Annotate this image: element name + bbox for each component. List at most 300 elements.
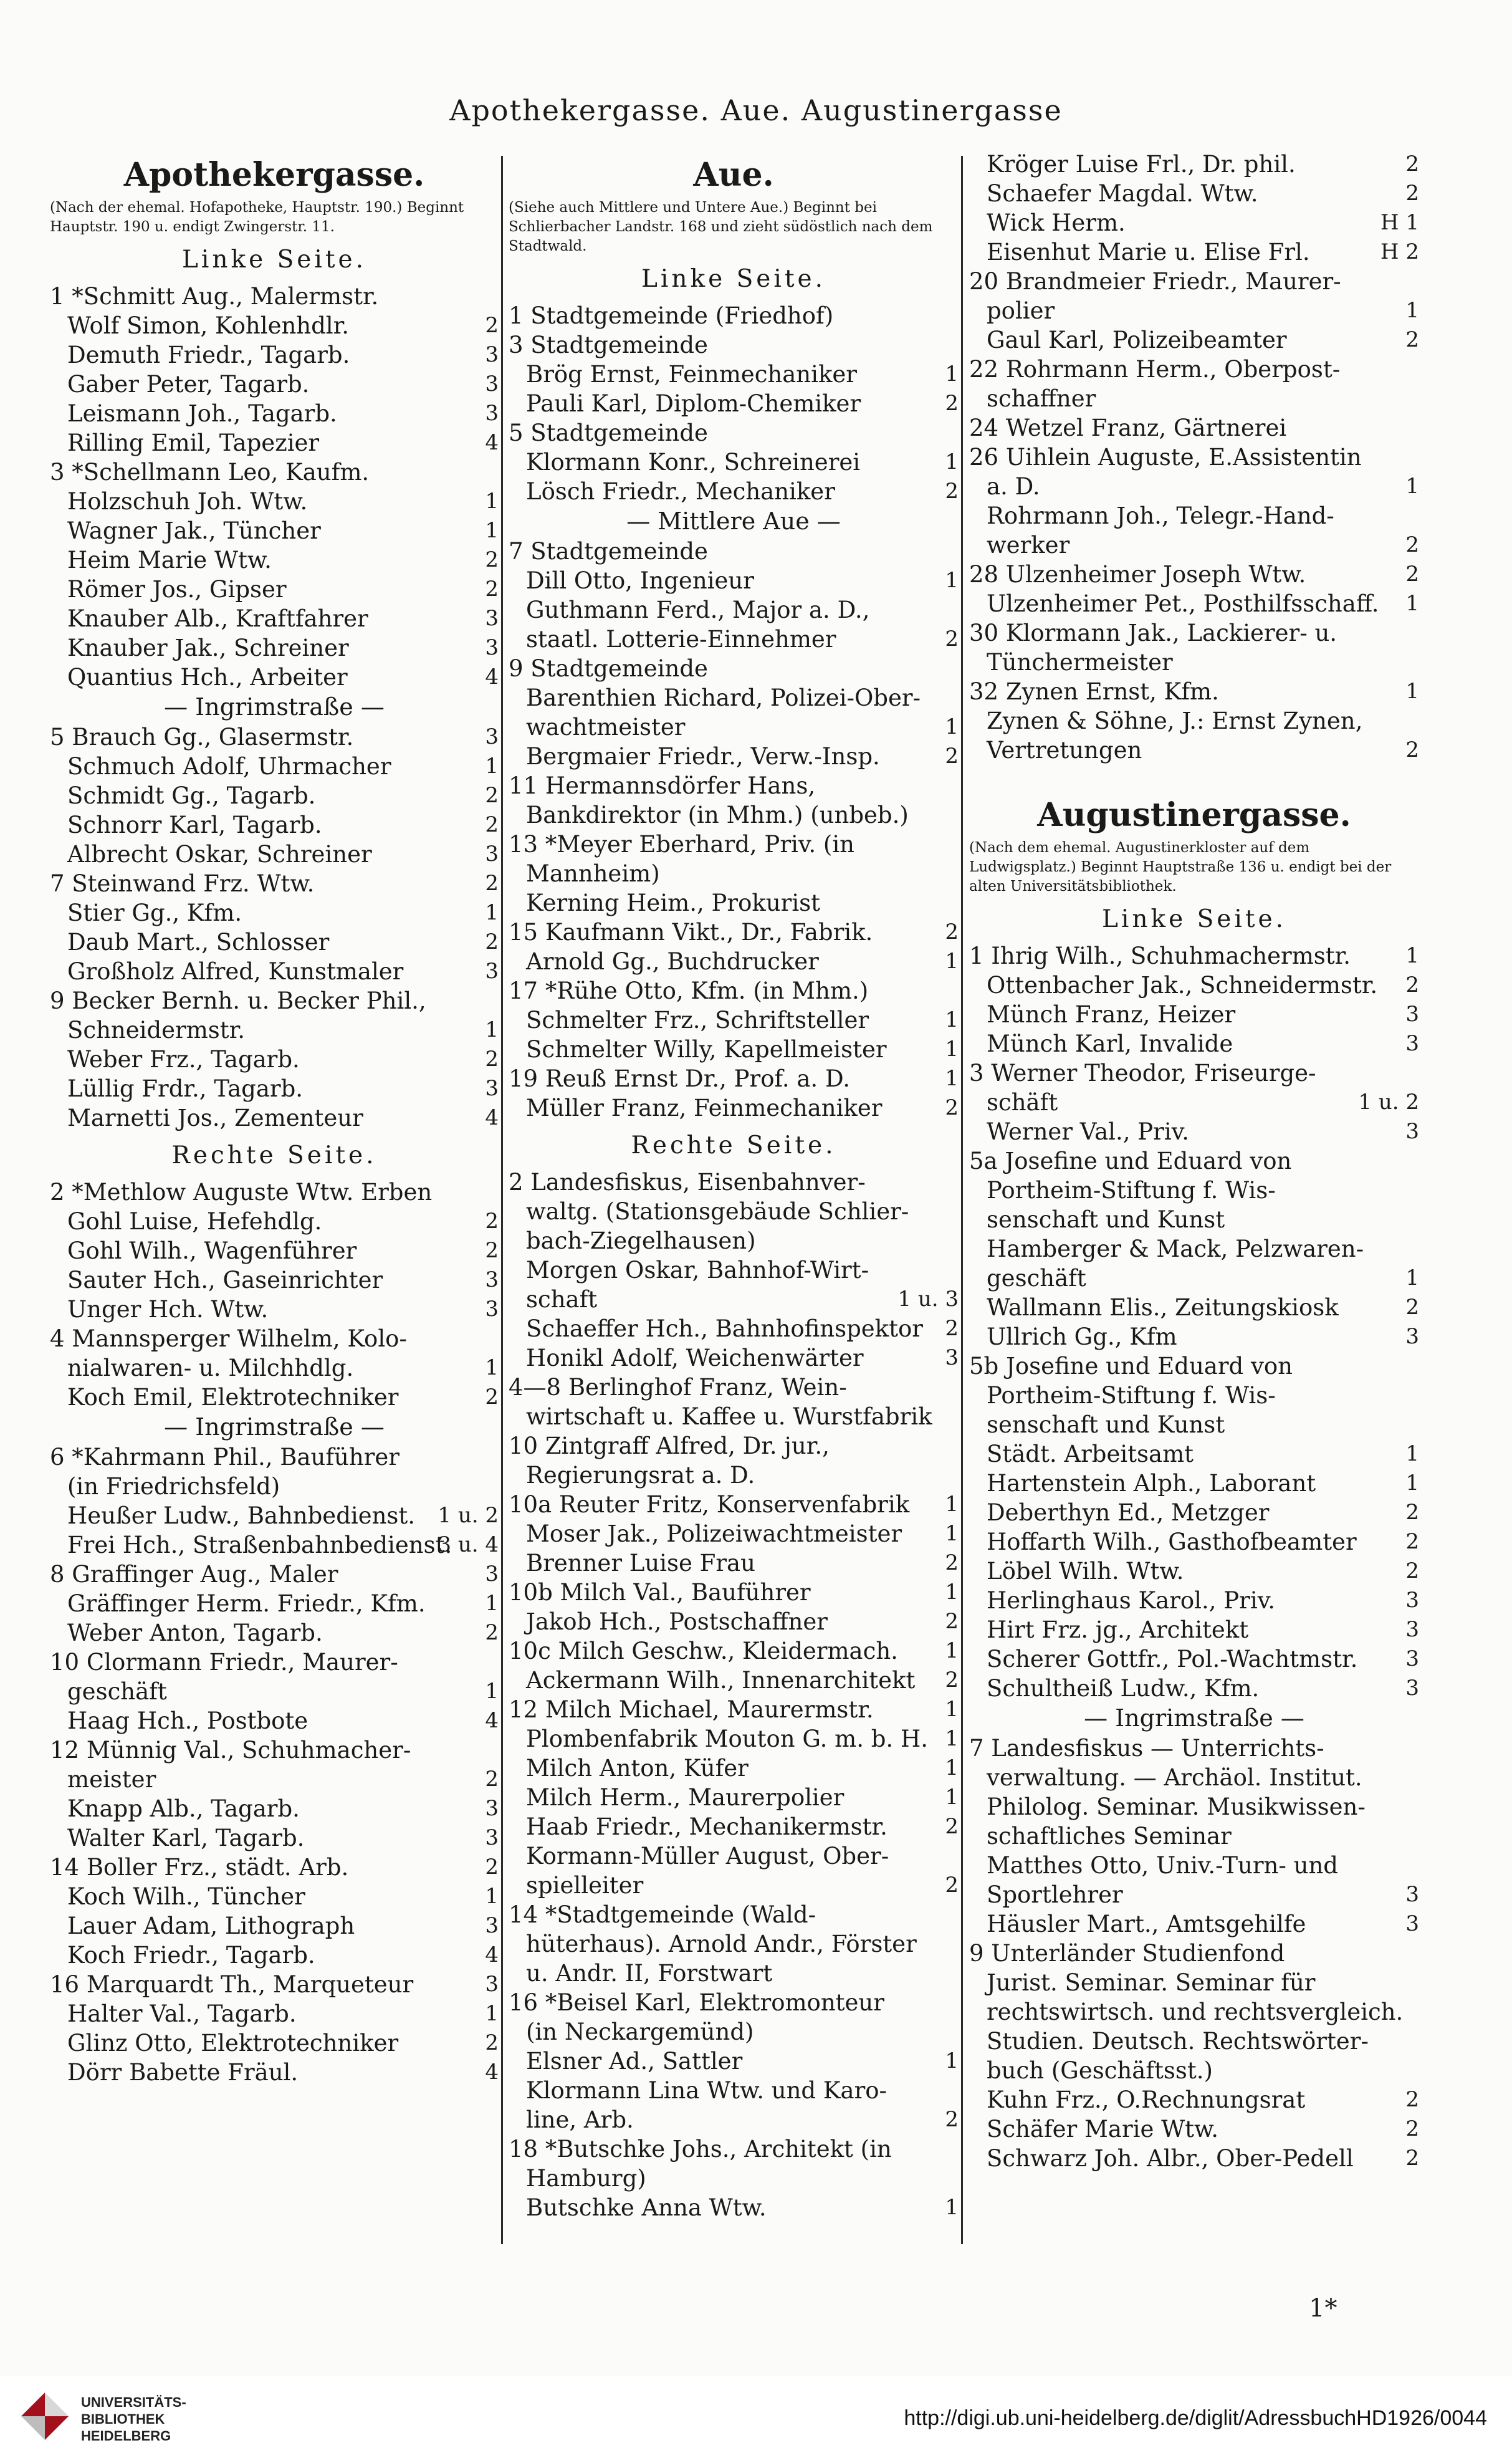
floor-number: 2: [945, 1095, 959, 1120]
directory-entry: [50, 1911, 499, 1941]
directory-entry: [969, 1644, 1419, 1674]
entry-text: Gohl Wilh., Wagenführer: [67, 1237, 357, 1264]
directory-entry: [509, 2047, 959, 2076]
footer-bar: [0, 2376, 1512, 2453]
directory-entry: [509, 1519, 959, 1548]
directory-entry: [50, 898, 499, 928]
directory-entry: [509, 1988, 959, 2017]
entry-text: Unger Hch. Wtw.: [67, 1296, 269, 1323]
entry-text: Brög Ernst, Feinmechaniker: [526, 361, 857, 388]
directory-entry: [50, 604, 499, 633]
entry-text: Koch Emil, Elektrotechniker: [67, 1384, 399, 1411]
entry-text: — Ingrimstraße —: [164, 1413, 385, 1441]
floor-number: 2: [1405, 1295, 1419, 1320]
directory-entry: [509, 1636, 959, 1666]
directory-entry: [969, 1293, 1419, 1322]
entry-text: Sportlehrer: [987, 1881, 1123, 1908]
floor-number: 3: [485, 372, 499, 396]
entry-text: meister: [67, 1766, 156, 1793]
floor-number: 3: [485, 635, 499, 660]
directory-entry: [969, 1176, 1419, 1205]
directory-entry: [509, 1841, 959, 1871]
entry-text: 16 *Beisel Karl, Elektromonteur: [509, 1989, 884, 2016]
entry-text: 19 Reuß Ernst Dr., Prof. a. D.: [509, 1065, 851, 1092]
directory-entry: [509, 1431, 959, 1461]
cross-street: [50, 692, 499, 722]
directory-entry: [50, 1074, 499, 1103]
floor-number: 2: [945, 744, 959, 769]
entry-text: 1 *Schmitt Aug., Malermstr.: [50, 283, 379, 310]
entry-text: Plombenfabrik Mouton G. m. b. H.: [526, 1726, 928, 1752]
directory-entry: [50, 1765, 499, 1794]
floor-number: 4: [485, 430, 499, 455]
entry-text: 2 Landesfiskus, Eisenbahnver-: [509, 1169, 866, 1196]
directory-entry: [50, 1823, 499, 1853]
directory-entry: [50, 1589, 499, 1618]
directory-entry: [969, 1381, 1419, 1410]
entry-text: Klormann Lina Wtw. und Karo-: [526, 2077, 888, 2104]
entry-text: 13 *Meyer Eberhard, Priv. (in: [509, 831, 854, 858]
entry-text: polier: [987, 297, 1055, 324]
entry-text: — Mittlere Aue —: [626, 507, 841, 535]
entry-text: Koch Wilh., Tüncher: [67, 1883, 305, 1910]
directory-entry: [969, 1792, 1419, 1822]
section-note: [50, 198, 499, 237]
entry-text: Schmuch Adolf, Uhrmacher: [67, 753, 391, 780]
floor-number: 1: [1405, 1441, 1419, 1466]
floor-number: 1 u. 2: [438, 1503, 499, 1528]
directory-entry: [969, 1058, 1419, 1088]
directory-entry: [509, 448, 959, 477]
directory-entry: [509, 800, 959, 830]
entry-text: Vertretungen: [987, 737, 1142, 764]
directory-entry: [509, 1959, 959, 1988]
entry-text: Schmidt Gg., Tagarb.: [67, 782, 316, 809]
entry-text: rechtswirtsch. und rechtsvergleich.: [987, 1999, 1404, 2025]
floor-number: 4: [485, 1708, 499, 1733]
floor-number: 1: [1405, 298, 1419, 323]
directory-entry: [509, 1666, 959, 1695]
directory-entry: [50, 1324, 499, 1353]
directory-entry: [969, 1498, 1419, 1527]
entry-text: Rechte Seite.: [171, 1141, 377, 1169]
directory-entry: [969, 941, 1419, 971]
cross-street: [509, 506, 959, 537]
page-number: 1*: [1309, 2294, 1337, 2323]
directory-entry: [509, 654, 959, 683]
directory-entry: [50, 1999, 499, 2028]
directory-entry: [50, 1236, 499, 1265]
floor-number: 1: [1405, 679, 1419, 704]
entry-text: Gräffinger Herm. Friedr., Kfm.: [67, 1590, 426, 1617]
entry-text: 10 Zintgraff Alfred, Dr. jur.,: [509, 1433, 830, 1459]
entry-text: Rechte Seite.: [631, 1131, 836, 1159]
directory-entry: [50, 957, 499, 986]
floor-number: 1: [485, 1355, 499, 1380]
entry-text: 5b Josefine und Eduard von: [969, 1353, 1293, 1380]
directory-entry: [50, 370, 499, 399]
directory-entry: [50, 1207, 499, 1236]
floor-number: 1: [1405, 1265, 1419, 1290]
entry-text: a. D.: [987, 473, 1040, 500]
entry-text: Gaul Karl, Polizeibeamter: [987, 327, 1287, 353]
floor-number: 2: [945, 391, 959, 416]
floor-number: 1: [1405, 474, 1419, 499]
directory-entry: [969, 296, 1419, 325]
entry-text: Schaefer Magdal. Wtw.: [987, 180, 1258, 207]
entry-text: Kormann-Müller August, Ober-: [526, 1843, 889, 1870]
directory-entry: [50, 1178, 499, 1207]
floor-number: 3: [945, 1345, 959, 1370]
directory-entry: [50, 1501, 499, 1530]
floor-number: 1: [485, 518, 499, 543]
directory-entry: [509, 625, 959, 654]
entry-text: Moser Jak., Polizeiwachtmeister: [526, 1520, 902, 1547]
entry-text: Rilling Emil, Tapezier: [67, 430, 320, 456]
entry-text: staatl. Lotterie-Einnehmer: [526, 626, 836, 653]
section-title: [50, 153, 499, 197]
directory-entry: [509, 301, 959, 330]
floor-number: 2: [485, 1620, 499, 1645]
entry-text: 26 Uihlein Auguste, E.Assistentin: [969, 444, 1362, 471]
entry-text: verwaltung. — Archäol. Institut.: [987, 1764, 1362, 1791]
floor-number: 1: [945, 1755, 959, 1780]
directory-entry: [509, 1783, 959, 1812]
entry-text: Stier Gg., Kfm.: [67, 900, 242, 926]
floor-number: 1: [945, 1785, 959, 1810]
entry-text: Scherer Gottfr., Pol.-Wachtmstr.: [987, 1646, 1358, 1673]
directory-entry: [509, 1373, 959, 1402]
floor-number: 1: [485, 900, 499, 925]
directory-entry: [969, 1822, 1419, 1851]
entry-text: Frei Hch., Straßenbahnbedienst.: [67, 1532, 452, 1558]
floor-number: 2: [485, 1385, 499, 1409]
entry-text: 10 Clormann Friedr., Maurer-: [50, 1649, 398, 1676]
floor-number: 2: [1405, 562, 1419, 587]
entry-text: schaftliches Seminar: [987, 1823, 1232, 1850]
directory-entry: [969, 501, 1419, 530]
entry-text: 10c Milch Geschw., Kleidermach.: [509, 1638, 898, 1664]
directory-entry: [969, 2144, 1419, 2173]
directory-entry: [969, 1469, 1419, 1498]
directory-entry: [509, 360, 959, 389]
entry-text: (in Friedrichsfeld): [67, 1473, 280, 1500]
entry-text: geschäft: [987, 1265, 1086, 1292]
entry-text: 5 Brauch Gg., Glasermstr.: [50, 724, 354, 751]
floor-number: 2: [945, 479, 959, 504]
entry-text: Werner Val., Priv.: [987, 1118, 1189, 1145]
entry-text: Großholz Alfred, Kunstmaler: [67, 958, 404, 985]
entry-text: Klormann Konr., Schreinerei: [526, 449, 861, 476]
entry-text: Hoffarth Wilh., Gasthofbeamter: [987, 1529, 1357, 1555]
floor-number: 3: [485, 1972, 499, 1997]
directory-entry: [969, 530, 1419, 560]
entry-text: senschaft und Kunst: [987, 1411, 1225, 1438]
directory-entry: [969, 2115, 1419, 2144]
entry-text: Studien. Deutsch. Rechtswörter-: [987, 2028, 1369, 2055]
floor-number: 3: [485, 1076, 499, 1101]
floor-number: 2: [485, 783, 499, 808]
directory-entry: [50, 840, 499, 869]
entry-text: (Nach dem ehemal. Augustinerkloster auf dem Ludwigsplatz.) Beginnt Hauptstraße 136 u. endigt bei der alten Universitätsbibliothek.: [969, 840, 1392, 895]
entry-text: Schultheiß Ludw., Kfm.: [987, 1675, 1260, 1702]
directory-entry: [969, 1410, 1419, 1439]
directory-entry: [969, 238, 1419, 267]
entry-text: Eisenhut Marie u. Elise Frl.: [987, 239, 1310, 266]
directory-entry: [50, 1295, 499, 1324]
column-divider: [961, 156, 963, 2244]
directory-entry: [969, 1997, 1419, 2027]
entry-text: Knauber Alb., Kraftfahrer: [67, 605, 368, 632]
entry-text: Wick Herm.: [987, 209, 1126, 236]
directory-entry: [509, 1724, 959, 1754]
floor-number: 3: [485, 724, 499, 749]
entry-text: Portheim-Stiftung f. Wis-: [987, 1382, 1276, 1409]
entry-text: spielleiter: [526, 1872, 644, 1899]
entry-text: 20 Brandmeier Friedr., Maurer-: [969, 268, 1341, 295]
entry-text: Matthes Otto, Univ.-Turn- und: [987, 1852, 1338, 1879]
directory-entry: [50, 458, 499, 487]
directory-entry: [50, 1530, 499, 1560]
floor-number: 1: [945, 1521, 959, 1546]
directory-entry: [969, 1527, 1419, 1557]
entry-text: Wagner Jak., Tüncher: [67, 517, 321, 544]
entry-text: — Ingrimstraße —: [164, 693, 385, 721]
directory-entry: [50, 722, 499, 752]
entry-text: 1 Ihrig Wilh., Schuhmachermstr.: [969, 943, 1351, 969]
directory-entry: [50, 1853, 499, 1882]
directory-entry: [509, 1754, 959, 1783]
entry-text: 9 Unterländer Studienfond: [969, 1940, 1285, 1967]
entry-text: 12 Milch Michael, Maurermstr.: [509, 1696, 874, 1723]
entry-text: Holzschuh Joh. Wtw.: [67, 488, 308, 515]
floor-number: 1: [945, 714, 959, 739]
directory-entry: [50, 1103, 499, 1133]
floor-number: 3: [485, 1267, 499, 1292]
directory-entry: [509, 537, 959, 566]
directory-entry: [509, 1035, 959, 1064]
entry-text: Kröger Luise Frl., Dr. phil.: [987, 151, 1296, 178]
directory-entry: [969, 443, 1419, 472]
floor-number: 1: [945, 1638, 959, 1663]
entry-text: Marnetti Jos., Zementeur: [67, 1105, 363, 1131]
entry-text: Albrecht Oskar, Schreiner: [67, 841, 372, 868]
floor-number: 1: [945, 2048, 959, 2073]
entry-text: Bankdirektor (in Mhm.) (unbeb.): [526, 802, 909, 828]
directory-entry: [969, 1968, 1419, 1997]
floor-number: 2: [945, 1873, 959, 1898]
entry-text: Schnorr Karl, Tagarb.: [67, 812, 322, 838]
entry-text: nialwaren- u. Milchhdlg.: [67, 1355, 354, 1381]
entry-text: 22 Rohrmann Herm., Oberpost-: [969, 356, 1341, 383]
directory-entry: [509, 1226, 959, 1255]
floor-number: 1: [945, 568, 959, 593]
entry-text: Elsner Ad., Sattler: [526, 2048, 743, 2075]
entry-text: 18 *Butschke Johs., Architekt (in: [509, 2136, 892, 2163]
entry-text: 11 Hermannsdörfer Hans,: [509, 772, 816, 799]
entry-text: Linke Seite.: [1101, 905, 1287, 933]
entry-text: — Ingrimstraße —: [1084, 1704, 1304, 1732]
directory-entry: [969, 2085, 1419, 2115]
entry-text: Philolog. Seminar. Musikwissen-: [987, 1793, 1366, 1820]
directory-entry: [509, 947, 959, 976]
floor-number: 2: [1405, 1558, 1419, 1583]
floor-number: 4: [485, 665, 499, 689]
floor-number: 2: [945, 1316, 959, 1341]
entry-text: Kerning Heim., Prokurist: [526, 890, 821, 916]
entry-text: senschaft und Kunst: [987, 1206, 1225, 1233]
entry-text: 4—8 Berlinghof Franz, Wein-: [509, 1374, 847, 1401]
directory-entry: [509, 1314, 959, 1343]
directory-entry: [969, 1909, 1419, 1939]
floor-number: 3: [485, 1825, 499, 1850]
entry-text: Lösch Friedr., Mechaniker: [526, 478, 835, 505]
floor-number: 2: [945, 1814, 959, 1839]
directory-entry: [969, 1029, 1419, 1058]
floor-number: H 2: [1380, 239, 1419, 264]
directory-entry: [969, 267, 1419, 296]
floor-number: 1: [1405, 591, 1419, 616]
entry-text: Knauber Jak., Schreiner: [67, 635, 349, 661]
entry-text: Schmelter Frz., Schriftsteller: [526, 1007, 869, 1034]
floor-number: 3: [1405, 1031, 1419, 1056]
directory-entry: [50, 1383, 499, 1412]
directory-entry: [509, 2076, 959, 2105]
floor-number: 2: [485, 1238, 499, 1263]
floor-number: 2: [1405, 151, 1419, 176]
directory-entry: [509, 1461, 959, 1490]
floor-number: H 1: [1380, 210, 1419, 235]
directory-entry: [509, 1006, 959, 1035]
entry-text: Wolf Simon, Kohlenhdlr.: [67, 312, 350, 339]
entry-text: wachtmeister: [526, 714, 686, 741]
directory-entry: [969, 618, 1419, 648]
floor-number: 1 u. 3: [897, 1287, 959, 1312]
floor-number: 1: [485, 754, 499, 779]
floor-number: 4: [485, 2060, 499, 2085]
directory-entry: [50, 1882, 499, 1911]
floor-number: 2: [1405, 327, 1419, 352]
entry-text: Portheim-Stiftung f. Wis-: [987, 1177, 1276, 1204]
directory-entry: [969, 648, 1419, 677]
directory-entry: [969, 2056, 1419, 2085]
floor-number: 2: [485, 577, 499, 602]
section-note: [509, 198, 959, 256]
directory-entry: [969, 384, 1419, 413]
library-name-line: UNIVERSITÄTS-: [81, 2394, 186, 2410]
floor-number: 2: [485, 547, 499, 572]
floor-number: 1: [485, 1679, 499, 1704]
entry-text: Hamburg): [526, 2165, 646, 2192]
entry-text: 17 *Rühe Otto, Kfm. (in Mhm.): [509, 977, 869, 1004]
side-heading: [509, 1126, 959, 1165]
floor-number: 3: [1405, 1617, 1419, 1642]
directory-entry: [509, 389, 959, 418]
entry-text: Halter Val., Tagarb.: [67, 2000, 297, 2027]
floor-number: 3: [1405, 1119, 1419, 1144]
directory-entry: [50, 1941, 499, 1970]
entry-text: 3 Werner Theodor, Friseurge-: [969, 1060, 1316, 1087]
entry-text: Milch Anton, Küfer: [526, 1755, 749, 1782]
entry-text: 12 Münnig Val., Schuhmacher-: [50, 1737, 411, 1764]
entry-text: Lüllig Frdr., Tagarb.: [67, 1075, 304, 1102]
entry-text: Knapp Alb., Tagarb.: [67, 1795, 300, 1822]
entry-text: Hamberger & Mack, Pelzwaren-: [987, 1236, 1364, 1262]
floor-number: 2: [485, 871, 499, 896]
floor-number: 3: [485, 401, 499, 426]
entry-text: Butschke Anna Wtw.: [526, 2194, 767, 2221]
floor-number: 2: [1405, 532, 1419, 557]
directory-entry: [509, 888, 959, 918]
entry-text: Schmelter Willy, Kapellmeister: [526, 1036, 887, 1063]
entry-text: Sauter Hch., Gaseinrichter: [67, 1267, 383, 1294]
directory-entry: [50, 781, 499, 810]
entry-text: schaffner: [987, 385, 1096, 412]
running-head: Apothekergasse. Aue. Augustinergasse: [449, 94, 1063, 127]
floor-number: 3: [1405, 1882, 1419, 1907]
floor-number: 2: [1405, 1529, 1419, 1554]
entry-text: Ulzenheimer Pet., Posthilfsschaff.: [987, 590, 1379, 617]
floor-number: 2: [945, 626, 959, 651]
entry-text: Rohrmann Joh., Telegr.-Hand-: [987, 502, 1334, 529]
floor-number: 1: [945, 1066, 959, 1091]
library-name: [81, 2394, 186, 2444]
entry-text: Augustinergasse.: [1037, 796, 1351, 834]
directory-entry: [50, 1677, 499, 1706]
entry-text: Hartenstein Alph., Laborant: [987, 1470, 1316, 1497]
directory-entry: [50, 1472, 499, 1501]
entry-text: Münch Franz, Heizer: [987, 1001, 1236, 1028]
entry-text: Gohl Luise, Hefehdlg.: [67, 1208, 322, 1235]
directory-entry: [969, 1763, 1419, 1792]
entry-text: Römer Jos., Gipser: [67, 576, 287, 603]
floor-number: 2: [945, 1609, 959, 1634]
floor-number: 4: [485, 1105, 499, 1130]
entry-text: Linke Seite.: [181, 246, 367, 274]
directory-entry: [969, 1088, 1419, 1117]
column-divider: [501, 156, 503, 2244]
entry-text: Milch Herm., Maurerpolier: [526, 1784, 845, 1811]
directory-entry: [969, 472, 1419, 501]
entry-text: Walter Karl, Tagarb.: [67, 1825, 305, 1851]
entry-text: Dörr Babette Fräul.: [67, 2059, 299, 2086]
directory-entry: [969, 208, 1419, 238]
cross-street: [50, 1412, 499, 1443]
entry-text: 28 Ulzenheimer Joseph Wtw.: [969, 561, 1306, 588]
entry-text: Schaeffer Hch., Bahnhofinspektor: [526, 1315, 923, 1342]
entry-text: Heußer Ludw., Bahnbedienst.: [67, 1502, 416, 1529]
floor-number: 1: [945, 1726, 959, 1751]
directory-entry: [969, 1880, 1419, 1909]
floor-number: 2: [485, 2030, 499, 2055]
directory-entry: [969, 736, 1419, 765]
floor-number: 1: [485, 2001, 499, 2026]
library-logo-icon: [17, 2389, 72, 2444]
side-heading: [50, 241, 499, 279]
floor-number: 2: [945, 1668, 959, 1692]
directory-entry: [509, 713, 959, 742]
floor-number: 2: [485, 812, 499, 837]
directory-entry: [509, 1812, 959, 1841]
entry-text: werker: [987, 532, 1070, 559]
source-url[interactable]: http://digi.ub.uni-heidelberg.de/diglit/AdressbuchHD1926/0044: [904, 2406, 1487, 2430]
entry-text: Weber Anton, Tagarb.: [67, 1620, 323, 1646]
entry-text: 32 Zynen Ernst, Kfm.: [969, 678, 1219, 705]
directory-entry: [509, 742, 959, 771]
floor-number: 3: [485, 606, 499, 631]
entry-text: Arnold Gg., Buchdrucker: [526, 948, 819, 975]
entry-text: 10a Reuter Fritz, Konservenfabrik: [509, 1491, 910, 1518]
